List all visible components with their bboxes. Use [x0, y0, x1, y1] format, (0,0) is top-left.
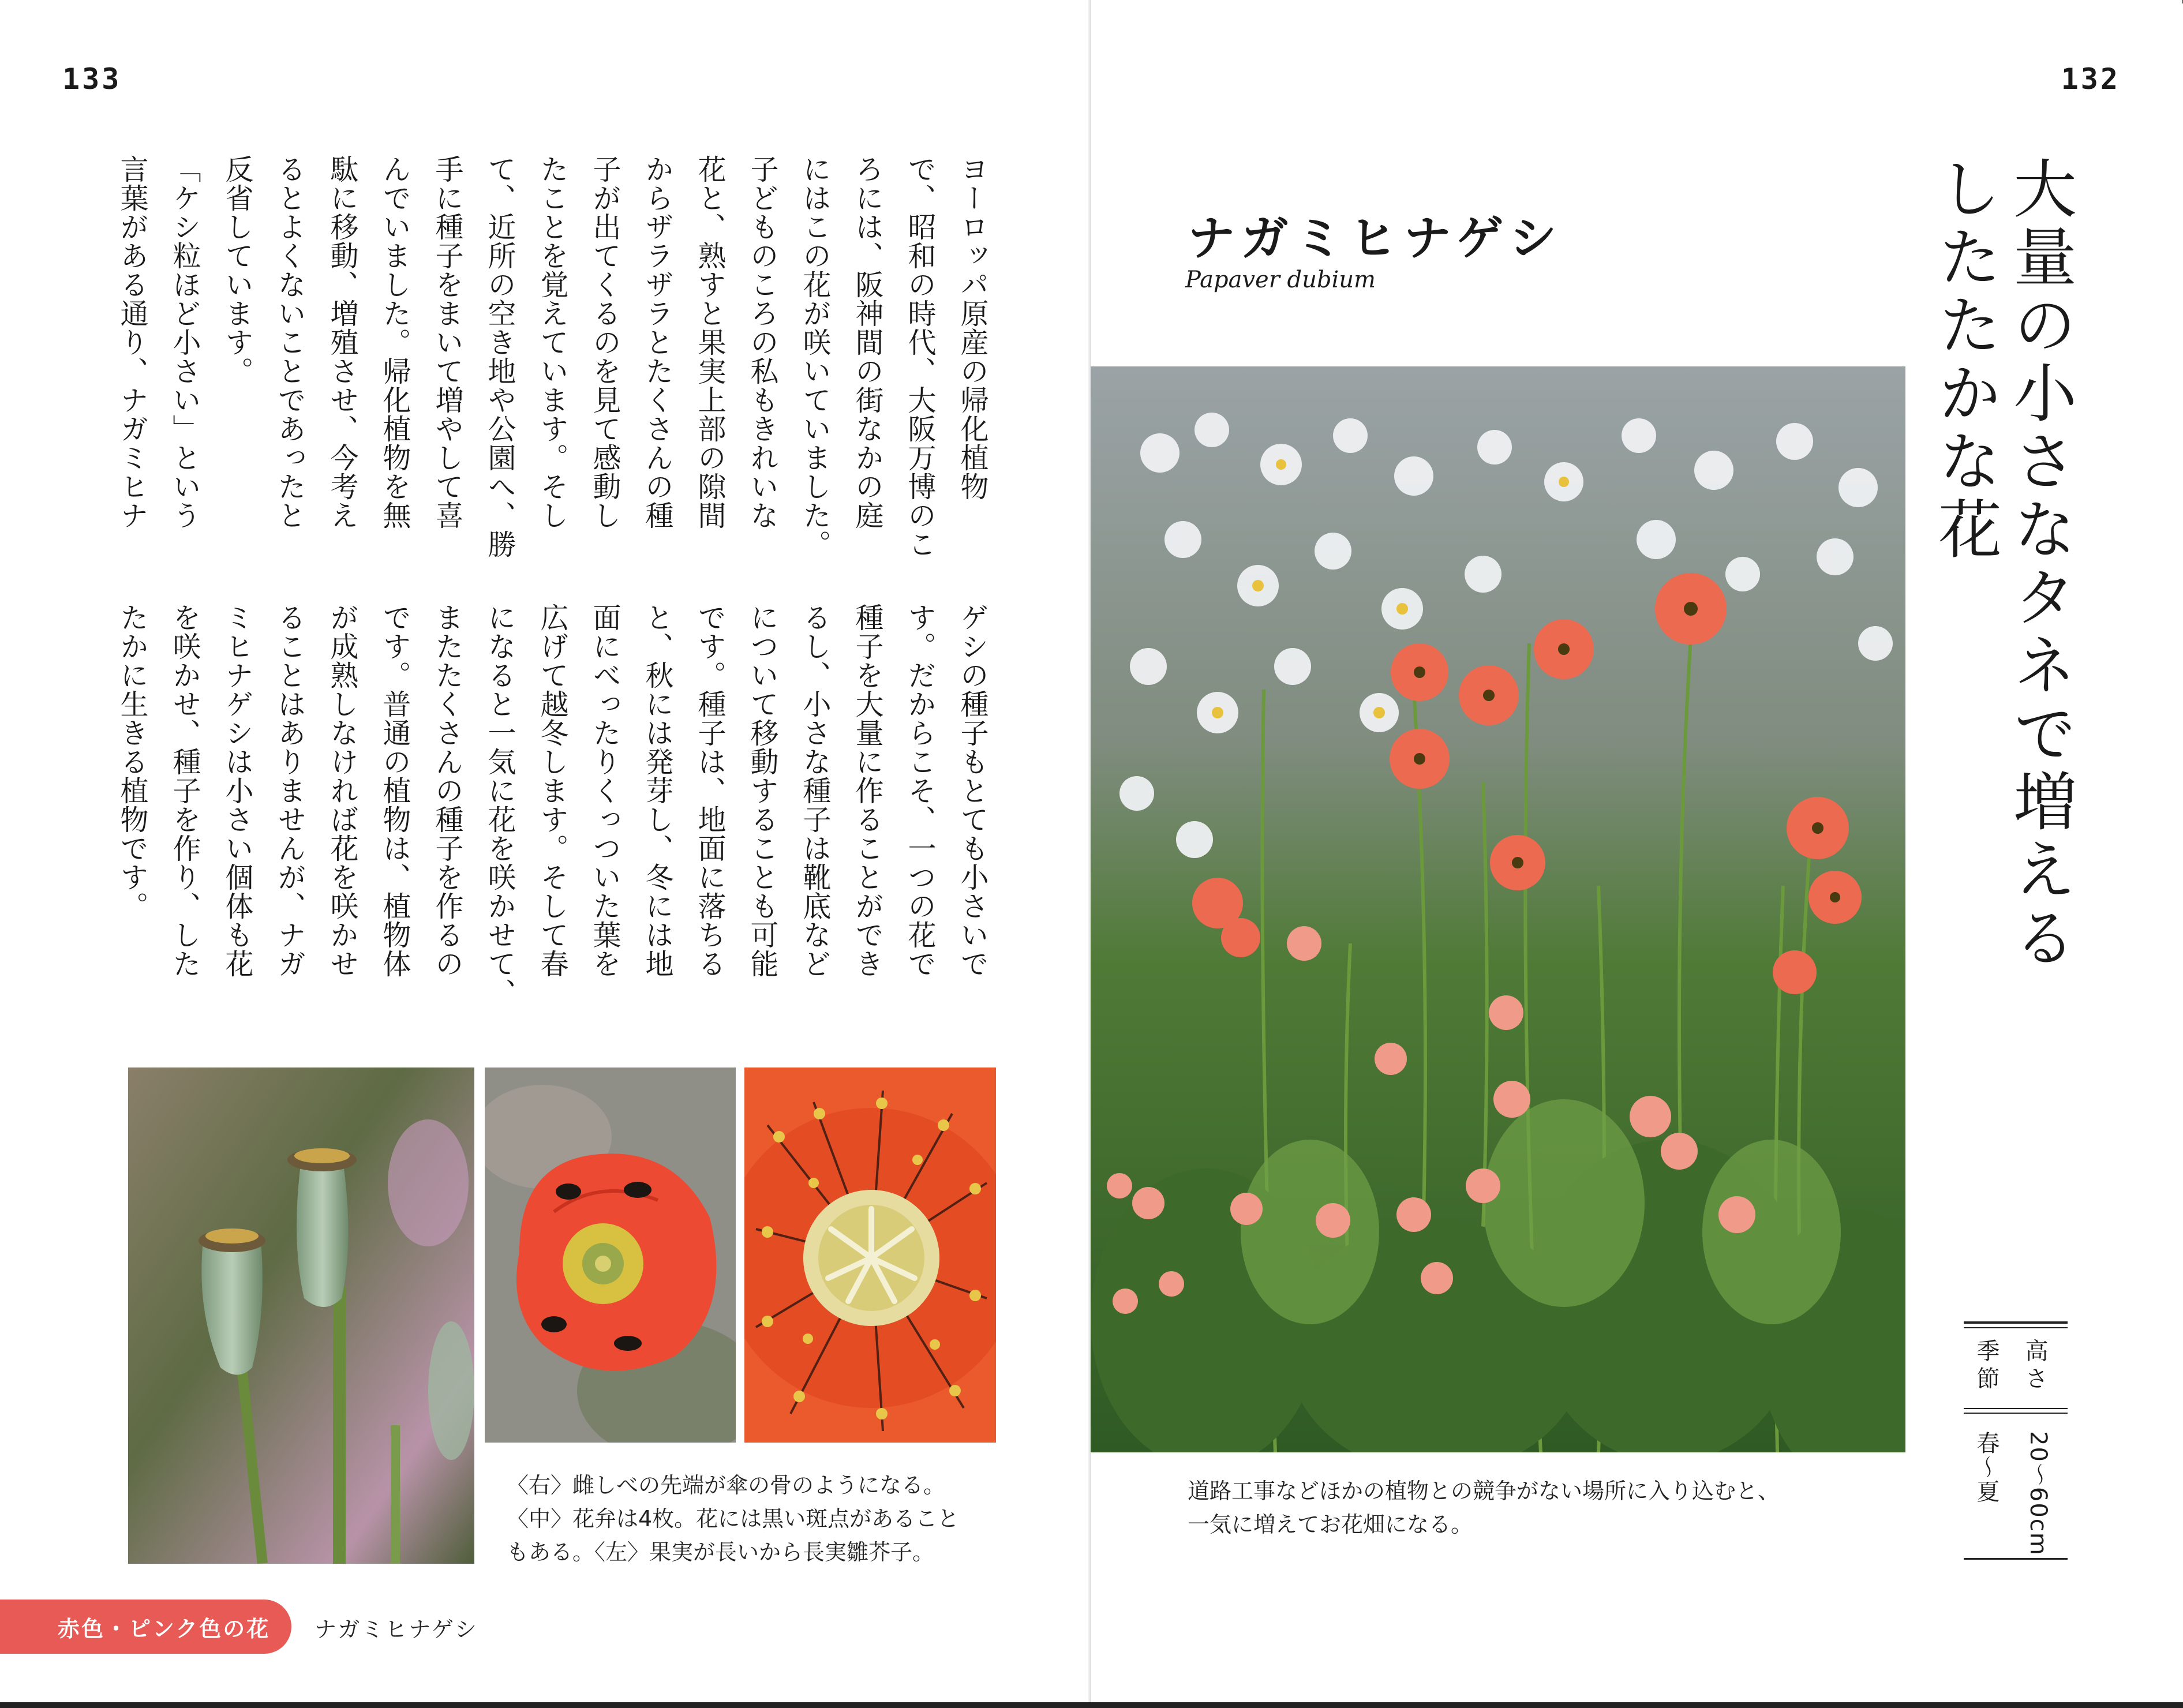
spec-box — [1964, 1321, 2068, 1564]
category-tab-label: 赤色・ピンク色の花 — [58, 1616, 271, 1642]
seed-pods-image — [128, 1068, 474, 1564]
photo-caption-left: 〈右〉雌しべの先端が傘の骨のようになる。 〈中〉花弁は4枚。花には黒い斑点があること もある。〈左〉果実が長いから長実雛芥子。 — [507, 1473, 960, 1565]
page-number-right: 132 — [2061, 62, 2120, 96]
photo-poppy-closeup — [744, 1068, 996, 1443]
spec-height-label: 高さ — [2021, 1339, 2048, 1394]
body-text-lower: ゲシの種子もとても小さいで す。だからこそ、一つの花で 種子を大量に作ることができ るし、小さな種子は靴底など について移動することも可能 です。種子は、地面に落ちる と、秋には発芽し、冬には地 面にべったりくっついた葉を 広げて越冬します。そして春 になると一気に花を咲かせて、 またたくさんの種子を作るの です。普通の植物は、植物体 が成熟しなければ花を咲かせ ることはありませんが、ナガ ミヒナゲシは小さい個体も花 を咲かせ、種子を作り、した たかに生きる植物です。 — [116, 603, 989, 1007]
photo-poppy-field — [1091, 366, 1905, 1452]
left-page — [0, 0, 1091, 1708]
poppy-closeup-image — [744, 1068, 996, 1443]
body-text-upper: ヨーロッパ原産の帰化植物 で、昭和の時代、大阪万博のこ ろには、阪神間の街なかの庭 にはこの花が咲いていました。 子どものころの私もきれいな 花と、熟すと果実上部の隙間 からザラザラとたくさんの種 子が出てくるのを見て感動し たことを覚えています。そし て、近所の空き地や公園へ、勝 手に種子をまいて増やして喜 んでいました。帰化植物を無 駄に移動、増殖させ、今考え るとよくないことであったと 反省しています。 「ケシ粒ほど小さい」という 言葉がある通り、ナガミヒナ — [116, 155, 989, 559]
photo-caption-main: 道路工事などほかの植物との競争がない場所に入り込むと、 一気に増えてお花畑になる。 — [1188, 1478, 1780, 1537]
spec-season-label: 季節 — [1973, 1339, 1999, 1394]
poppy-field-image — [1091, 366, 1905, 1452]
plant-name-japanese: ナガミヒナゲシ — [1188, 211, 1564, 266]
bottom-border — [0, 1702, 2183, 1708]
headline: 大量の小さなタネで増える したたかな花 — [1928, 156, 2077, 973]
photo-seed-pods — [128, 1068, 474, 1564]
photo-poppy-flower — [485, 1068, 736, 1443]
spec-height-value: 20〜60cm — [2025, 1431, 2051, 1556]
poppy-flower-image — [485, 1068, 736, 1443]
tab-plant-name: ナガミヒナゲシ — [314, 1617, 478, 1642]
plant-name-latin: Papaver dubium — [1185, 267, 1376, 293]
category-tab[interactable] — [0, 1600, 291, 1654]
page-number-left: 133 — [62, 62, 122, 96]
spec-season-value: 春〜夏 — [1973, 1431, 1999, 1504]
